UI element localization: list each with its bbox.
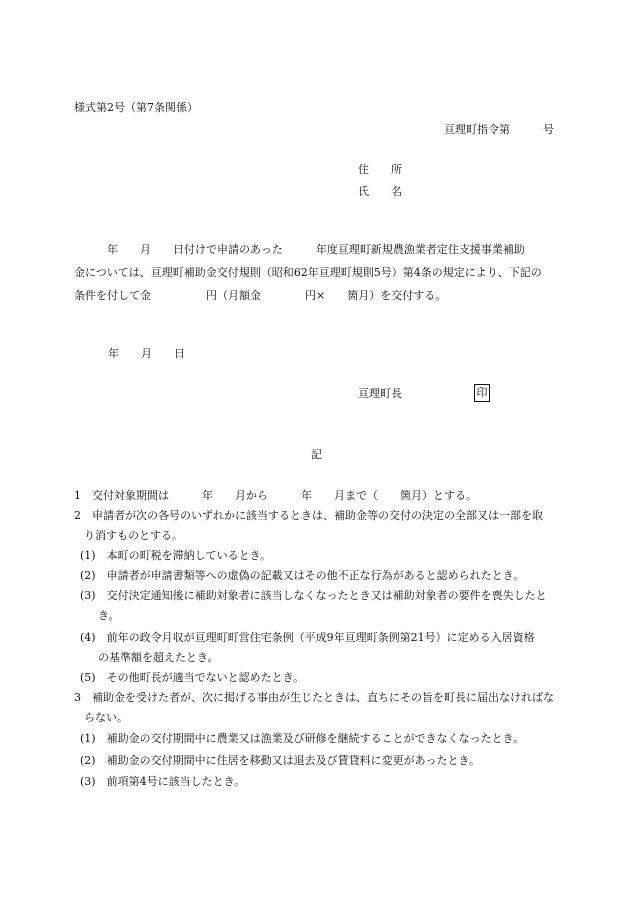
list-item: (1) 本町の町税を滞納しているとき。: [80, 549, 272, 562]
list-item: き。: [98, 609, 120, 622]
list-item: 1 交付対象期間は 年 月から 年 月まで（ 箇月）とする。: [74, 489, 477, 502]
address-label: 住 所: [358, 163, 402, 176]
list-item: (1) 補助金の交付期間中に農業又は漁業及び研修を継続することができなくなったとき。: [80, 732, 525, 745]
ki-heading: 記: [311, 448, 322, 461]
list-item: り消すものとする。: [84, 529, 183, 542]
form-number: 様式第2号（第7条関係）: [74, 101, 198, 114]
issue-date: 年 月 日: [108, 347, 185, 360]
list-item: (3) 交付決定通知後に補助対象者に該当しなくなったとき又は補助対象者の要件を喪失したと: [80, 589, 547, 602]
body-line: 年 月 日付けで申請のあった 年度亘理町新規農漁業者定住支援事業補助: [74, 243, 525, 256]
list-item: (2) 申請者が申請書類等への虚偽の記載又はその他不正な行為があると認められたとき。: [80, 569, 525, 582]
name-label: 氏 名: [358, 185, 402, 198]
list-item: (5) その他町長が適当でないと認めたとき。: [80, 671, 305, 684]
list-item: らない。: [84, 711, 128, 724]
list-item: (3) 前項第4号に該当したとき。: [80, 775, 246, 788]
list-item: 3 補助金を受けた者が、次に掲げる事由が生じたときは、直ちにその旨を町長に届出なければな: [74, 691, 554, 704]
issuer-title: 亘理町長: [358, 387, 402, 400]
body-line: 金については、亘理町補助金交付規則（昭和62年亘理町規則5号）第4条の規定により、下記の: [74, 266, 542, 279]
list-item: (2) 補助金の交付期間中に住居を移動又は退去及び賃貸料に変更があったとき。: [80, 754, 481, 767]
list-item: (4) 前年の政令月収が亘理町町営住宅条例（平成9年亘理町条例第21号）に定める入居資格: [80, 631, 535, 644]
seal-mark: 印: [474, 384, 490, 402]
doc-number: 亘理町指令第 号: [444, 123, 554, 136]
body-line: 条件を付して金 円（月額金 円× 箇月）を交付する。: [74, 289, 447, 302]
list-item: の基準額を超えたとき。: [98, 651, 219, 664]
list-item: 2 申請者が次の各号のいずれかに該当するときは、補助金等の交付の決定の全部又は一部を取: [74, 509, 543, 522]
